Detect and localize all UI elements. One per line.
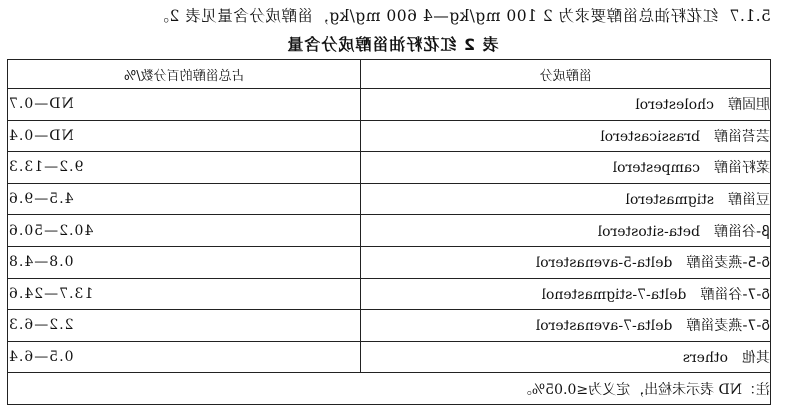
sterol-name-cell: [361, 278, 771, 310]
sterol-name-en: stigmasterol: [625, 192, 714, 209]
sterol-percent-cell: 0.8—4.8: [8, 246, 361, 278]
sterol-name-cell: [361, 246, 771, 278]
intro-text: 红花籽油总甾醇要求为 2 100 mg/kg—4 600 mg/kg，甾醇成分含量见表 2。: [153, 7, 719, 25]
table-row: [8, 278, 771, 310]
sterol-name-cell: [361, 310, 771, 342]
table-body: [8, 89, 771, 373]
sterol-name-cell: [361, 341, 771, 373]
sterol-percent-cell: 40.2—50.6: [8, 215, 361, 247]
sterol-percent-cell: 4.5—9.6: [8, 183, 361, 215]
sterol-name-cell: [361, 120, 771, 152]
sterol-name-zh: δ-7-谷甾醇: [700, 286, 770, 303]
sterol-name-cell: [361, 152, 771, 184]
sterol-name-zh: 胆固醇: [728, 97, 770, 114]
sterol-name-en: brassicasterol: [600, 128, 700, 145]
sterol-name-zh: 菜籽甾醇: [714, 160, 770, 177]
note-row: [8, 373, 771, 405]
sterol-name-en: delta-5-avenasterol: [535, 255, 673, 272]
sterol-percent-cell: ND—0.4: [8, 120, 361, 152]
table-row: [8, 152, 771, 184]
sterol-name-en: delta-7-stigmastenol: [541, 286, 687, 303]
table-row: [8, 120, 771, 152]
sterol-table: [7, 59, 771, 405]
sterol-name-zh: 芸苔甾醇: [714, 128, 770, 145]
table-row: [8, 341, 771, 373]
table-row: [8, 89, 771, 121]
sterol-name-en: beta-sitosterol: [597, 223, 700, 240]
sterol-name-cell: [361, 89, 771, 121]
sterol-percent-cell: 13.7—24.6: [8, 278, 361, 310]
sterol-percent-cell: ND—0.7: [8, 89, 361, 121]
sterol-name-en: cholesterol: [635, 97, 714, 114]
table-row: [8, 246, 771, 278]
table-header-row: [8, 60, 771, 89]
table-caption: 表 2 红花籽油甾醇成分含量: [286, 35, 499, 54]
section-number: 5.1.7: [729, 7, 771, 25]
table-row: [8, 215, 771, 247]
intro-paragraph: [153, 4, 771, 26]
sterol-name-cell: [361, 215, 771, 247]
table-row: [8, 310, 771, 342]
sterol-name-zh: δ-5-燕麦甾醇: [686, 255, 770, 272]
sterol-name-zh: β-谷甾醇: [714, 223, 770, 240]
sterol-name-en: campesterol: [612, 160, 700, 177]
sterol-percent-cell: 0.5—6.4: [8, 341, 361, 373]
sterol-name-en: delta-7-avenasterol: [535, 318, 673, 335]
table-note: 注：ND 表示未检出，定义为≤0.05%。: [8, 373, 771, 405]
sterol-percent-cell: 2.2—6.3: [8, 310, 361, 342]
header-percent: 占总甾醇的百分数/%: [8, 60, 361, 89]
header-component: 甾醇成分: [361, 60, 771, 89]
table-row: [8, 183, 771, 215]
sterol-name-zh: 豆甾醇: [728, 192, 770, 209]
sterol-name-zh: δ-7-燕麦甾醇: [686, 318, 770, 335]
sterol-name-cell: [361, 183, 771, 215]
sterol-name-en: others: [682, 350, 728, 367]
sterol-name-zh: 其他: [742, 350, 770, 367]
sterol-percent-cell: 9.2—13.3: [8, 152, 361, 184]
